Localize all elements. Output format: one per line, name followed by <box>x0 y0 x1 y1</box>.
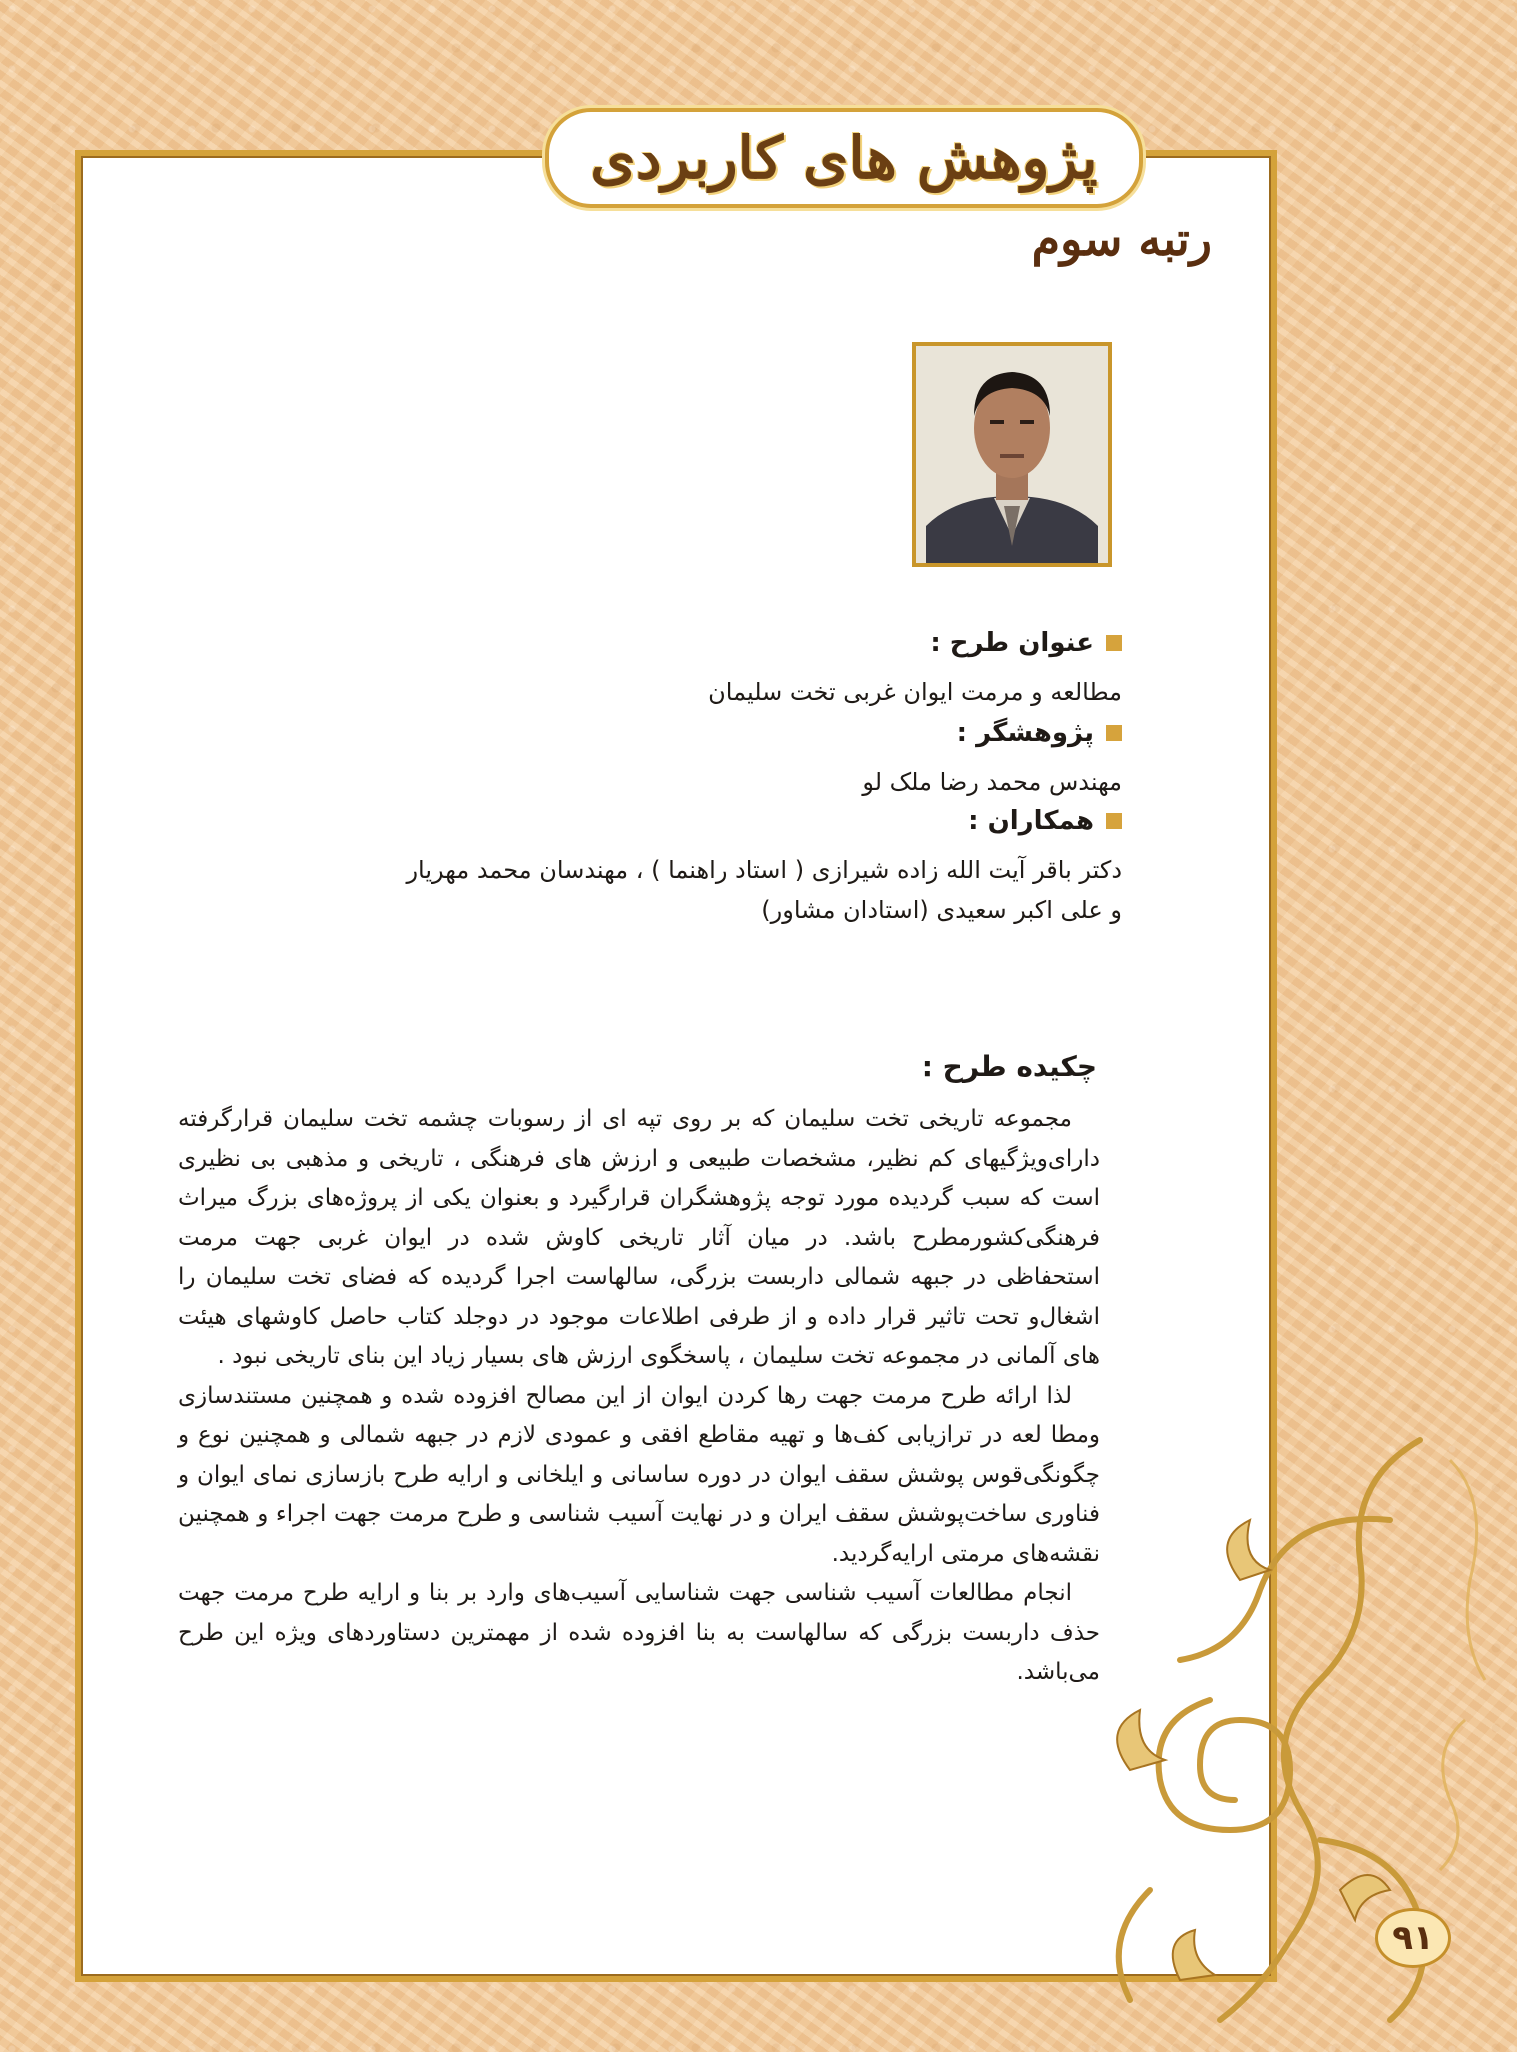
field-collaborators <box>322 806 1122 930</box>
rank-title: رتبه سوم <box>1031 212 1212 266</box>
bullet-icon <box>1106 813 1122 829</box>
field-collaborators-value <box>322 850 1122 930</box>
field-researcher <box>322 718 1122 802</box>
bullet-icon <box>1106 725 1122 741</box>
ornament-icon <box>1090 1420 1517 2052</box>
collaborators-line-1: دکتر باقر آیت الله زاده شیرازی ( استاد راهنما ) ، مهندسان محمد مهریار <box>406 856 1122 884</box>
field-title <box>322 628 1122 712</box>
bullet-icon <box>1106 635 1122 651</box>
collaborators-line-2: و علی اکبر سعیدی (استادان مشاور) <box>761 896 1122 924</box>
field-researcher-value: مهندس محمد رضا ملک لو <box>862 768 1122 796</box>
field-title-value: مطالعه و مرمت ایوان غربی تخت سلیمان <box>708 678 1122 706</box>
abstract-paragraph: انجام مطالعات آسیب شناسی جهت شناسایی آسیب‌های وارد بر بنا و ارایه طرح مرمت جهت حذف داربست بزرگی که سالهاست به بنا افزوده شده از مهمترین دستاوردهای ویژه این طرح می‌باشد. <box>178 1580 1100 1685</box>
researcher-photo <box>912 342 1112 567</box>
field-researcher-label: پژوهشگر : <box>956 718 1094 748</box>
page-title: پژوهش های کاربردی <box>590 124 1098 192</box>
field-title-label: عنوان طرح : <box>930 628 1094 658</box>
abstract-paragraph: مجموعه تاریخی تخت سلیمان که بر روی تپه ای از رسوبات چشمه تخت سلیمان قرارگرفته دارای‌ویژگیهای کم نظیر، مشخصات طبیعی و ارزش های فرهنگی ، تاریخی و مذهبی بی نظیری است که سبب گردیده مورد توجه پژوهشگران قرارگیرد و بعنوان یکی از پروژه‌های بزرگ میراث فرهنگی‌کشورمطرح باشد. در میان آثار تاریخی کاوش شده در ایوان غربی جهت مرمت استحفاظی در جبهه شمالی داربست بزرگی، سالهاست اجرا گردیده که فضای تخت سلیمان را اشغال‌و تحت تاثیر قرار داده و از طرفی اطلاعات موجود در دوجلد کتاب حاصل کاوشهای هیئت های آلمانی در مجموعه تخت سلیمان ، پاسخگوی ارزش های بسیار زیاد این بنای تاریخی نبود . <box>178 1106 1100 1369</box>
field-collaborators-label: همکاران : <box>968 806 1094 836</box>
abstract-title: چکیده طرح : <box>921 1050 1097 1083</box>
heading-banner <box>545 108 1143 208</box>
abstract-paragraph: لذا ارائه طرح مرمت جهت رها کردن ایوان از این مصالح افزوده شده و همچنین مستندسازی ومطا لعه در ترازیابی کف‌ها و تهیه مقاطع افقی و عمودی لازم در جبهه شمالی و همچنین نوع و چگونگی‌قوس پوشش سقف ایوان در دوره ساسانی و ایلخانی و ارایه طرح بازسازی نمای ایوان و فناوری ساخت‌پوشش سقف ایران و در نهایت آسیب شناسی و طرح مرمت جهت اجراء و همچنین نقشه‌های مرمتی ارایه‌گردید. <box>178 1382 1100 1567</box>
page-number: ۹۱ <box>1375 1908 1451 1968</box>
abstract-body <box>178 1100 1100 1693</box>
